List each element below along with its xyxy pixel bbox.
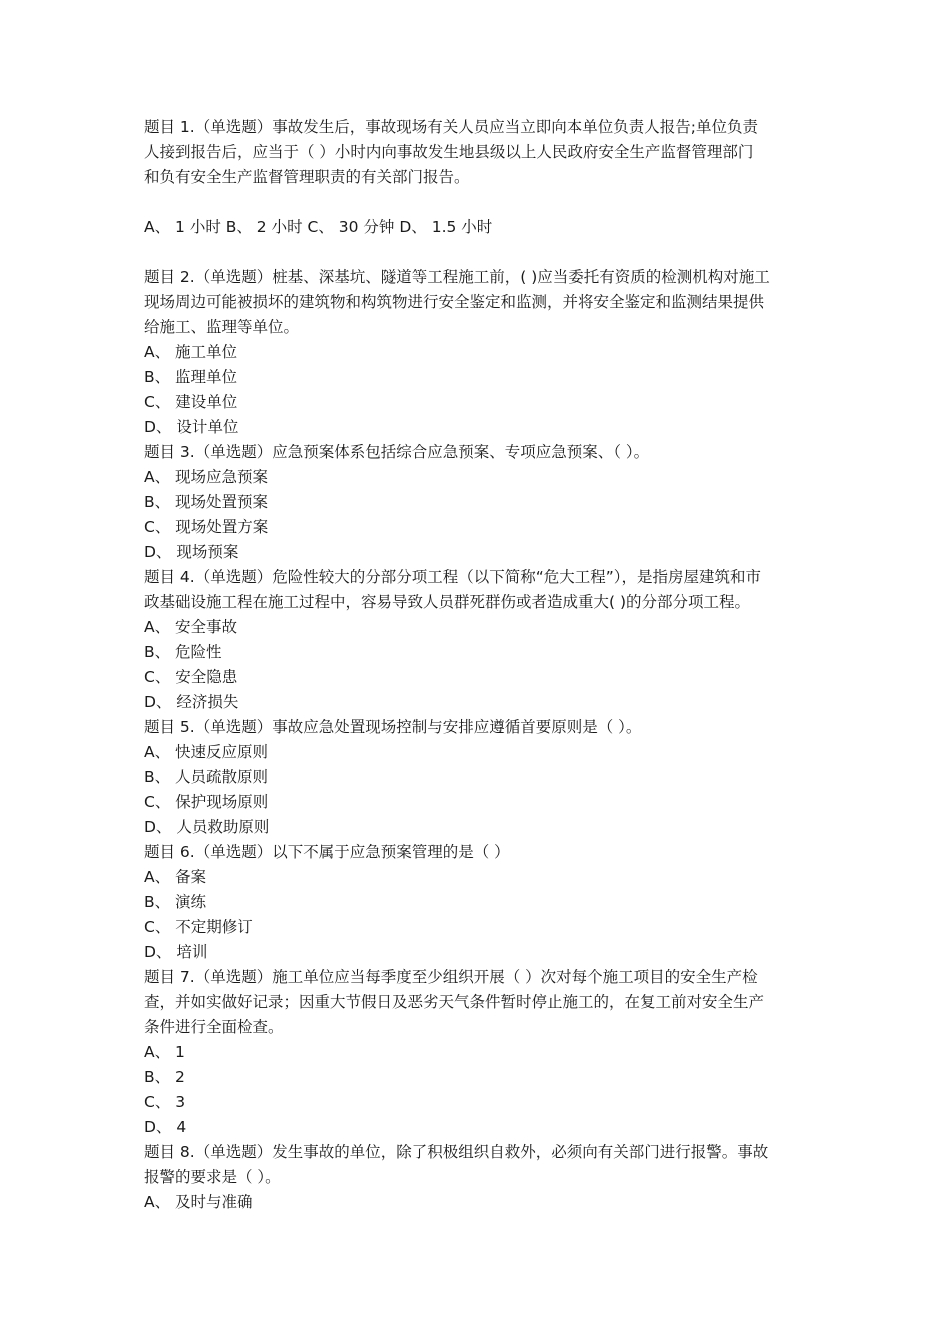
question-5-text-line-1: 题目 5.（单选题）事故应急处置现场控制与安排应遵循首要原则是（ ）。: [144, 718, 642, 736]
question-6-option-c: C、 不定期修订: [144, 918, 253, 936]
question-3-text-line-1: 题目 3.（单选题）应急预案体系包括综合应急预案、专项应急预案、（ ）。: [144, 443, 650, 461]
question-6-option-b: B、 演练: [144, 893, 207, 911]
question-4-text-line-2: 政基础设施工程在施工过程中，容易导致人员群死群伤或者造成重大( )的分部分项工程。: [144, 593, 751, 611]
question-7-text-line-1: 题目 7.（单选题）施工单位应当每季度至少组织开展（ ）次对每个施工项目的安全生产检: [144, 968, 758, 986]
question-1-options: [144, 215, 814, 240]
question-1-text-line-2: 人接到报告后，应当于（ ）小时内向事故发生地县级以上人民政府安全生产监督管理部门: [144, 143, 754, 161]
question-7-option-c: C、 3: [144, 1093, 186, 1111]
question-2-option-b: B、 监理单位: [144, 368, 238, 386]
question-7-text-line-2: 查，并如实做好记录；因重大节假日及恶劣天气条件暂时停止施工的，在复工前对安全生产: [144, 993, 765, 1011]
question-6-option-a: A、 备案: [144, 868, 207, 886]
question-7-option-a: A、 1: [144, 1043, 185, 1061]
question-7-text-line-3: 条件进行全面检查。: [144, 1018, 284, 1036]
question-5-option-d: D、 人员救助原则: [144, 818, 270, 836]
question-7-option-d: D、 4: [144, 1118, 187, 1136]
question-5-option-b: B、 人员疏散原则: [144, 768, 269, 786]
question-3-option-b: B、 现场处置预案: [144, 493, 269, 511]
question-8-text-line-2: 报警的要求是（ ）。: [144, 1168, 281, 1186]
question-5-option-a: A、 快速反应原则: [144, 743, 269, 761]
question-4-option-b: B、 危险性: [144, 643, 222, 661]
question-list: [144, 265, 814, 1215]
question-4-text-line-1: 题目 4.（单选题）危险性较大的分部分项工程（以下简称“危大工程”），是指房屋建筑和市: [144, 568, 762, 586]
question-2-text-line-3: 给施工、监理等单位。: [144, 318, 300, 336]
question-4-option-a: A、 安全事故: [144, 618, 238, 636]
question-2-text-line-2: 现场周边可能被损坏的建筑物和构筑物进行安全鉴定和监测，并将安全鉴定和监测结果提供: [144, 293, 765, 311]
question-1-text-line-1: 题目 1.（单选题）事故发生后，事故现场有关人员应当立即向本单位负责人报告;单位负责: [144, 118, 758, 136]
question-3-option-c: C、 现场处置方案: [144, 518, 269, 536]
question-6-option-d: D、 培训: [144, 943, 208, 961]
question-4-option-c: C、 安全隐患: [144, 668, 238, 686]
question-5-option-c: C、 保护现场原则: [144, 793, 269, 811]
question-8-option-a: A、 及时与准确: [144, 1193, 253, 1211]
question-2-option-d: D、 设计单位: [144, 418, 239, 436]
question-7-option-b: B、 2: [144, 1068, 185, 1086]
question-8-text-line-1: 题目 8.（单选题）发生事故的单位，除了积极组织自救外，必须向有关部门进行报警。事故: [144, 1143, 769, 1161]
question-3-option-a: A、 现场应急预案: [144, 468, 269, 486]
question-2-option-a: A、 施工单位: [144, 343, 238, 361]
question-3-option-d: D、 现场预案: [144, 543, 239, 561]
question-2-text-line-1: 题目 2.（单选题）桩基、深基坑、隧道等工程施工前，( )应当委托有资质的检测机构对施工: [144, 268, 770, 286]
question-1-options-line: A、 1 小时 B、 2 小时 C、 30 分钟 D、 1.5 小时: [144, 218, 493, 236]
question-1-text-line-3: 和负有安全生产监督管理职责的有关部门报告。: [144, 168, 470, 186]
question-1: [144, 115, 814, 190]
question-2-option-c: C、 建设单位: [144, 393, 238, 411]
question-6-text-line-1: 题目 6.（单选题）以下不属于应急预案管理的是（ ）: [144, 843, 510, 861]
question-4-option-d: D、 经济损失: [144, 693, 239, 711]
